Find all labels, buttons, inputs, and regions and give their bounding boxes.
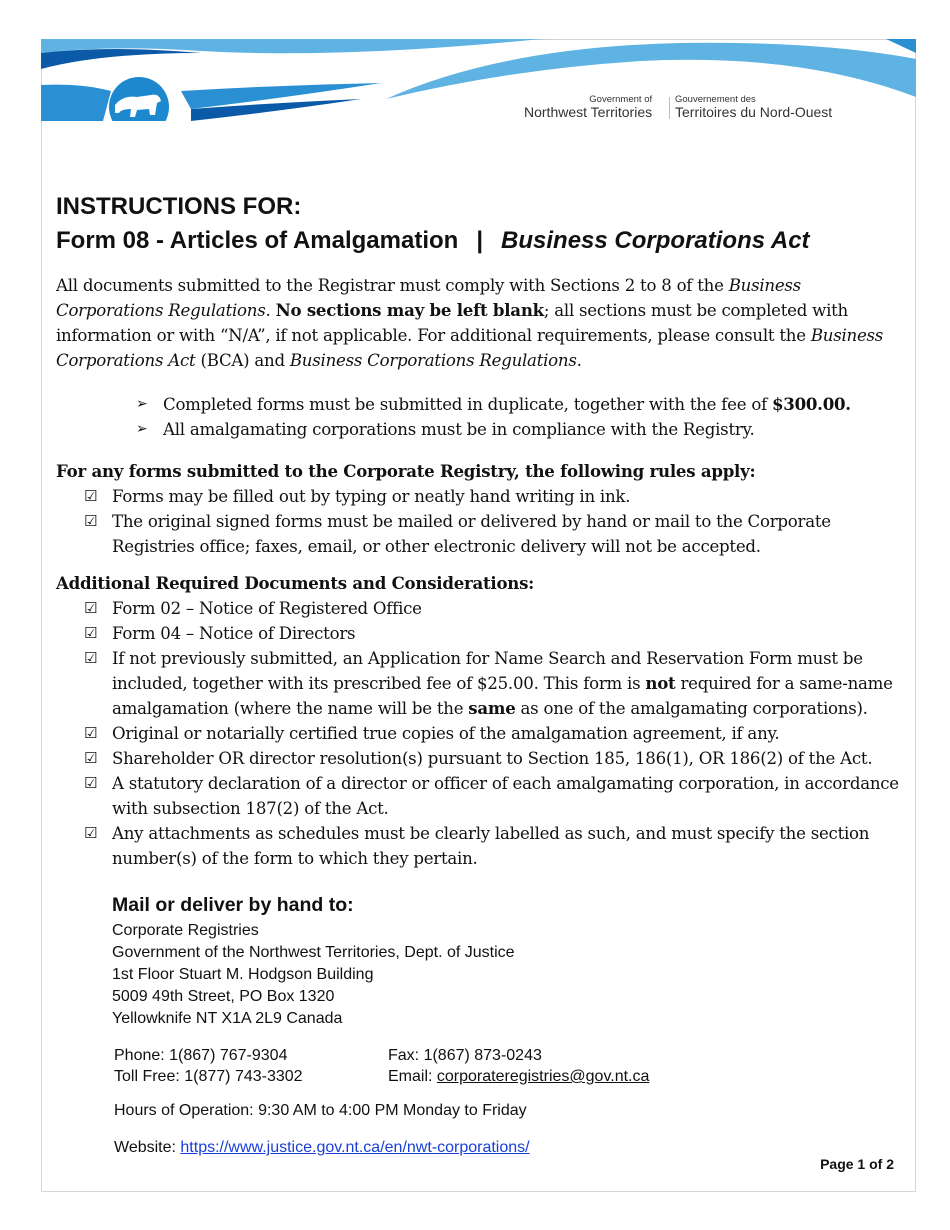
banner-corner	[886, 39, 916, 53]
title-separator: |	[476, 227, 484, 254]
intro-bold-1: No sections may be left blank	[275, 300, 544, 320]
rules-heading: For any forms submitted to the Corporate Registry, the following rules apply:	[56, 461, 756, 481]
item-text: A statutory declaration of a director or officer of each amalgamating corporation, in accordance with subsection 187(2) of the Act.	[112, 774, 899, 818]
tollfree-number: Toll Free: 1(877) 743-3302	[114, 1068, 303, 1085]
banner-wave-top-dark	[41, 49, 201, 69]
gov-name-french	[675, 95, 832, 120]
fax-email-block	[388, 1045, 649, 1087]
fax-number: Fax: 1(867) 873-0243	[388, 1047, 542, 1064]
title-act: Business Corporations Act	[501, 227, 810, 254]
intro-italic-2: Business Corporations Act	[56, 326, 884, 370]
phone-number: Phone: 1(867) 767-9304	[114, 1047, 288, 1064]
website-line	[114, 1137, 530, 1158]
item-text: Shareholder OR director resolution(s) pursuant to Section 185, 186(1), OR 186(2) of the Act.	[112, 749, 873, 768]
list-item	[84, 509, 899, 559]
address-line: Corporate Registries	[112, 922, 259, 939]
phone-block	[114, 1045, 303, 1087]
requirements-list	[136, 392, 896, 442]
list-item	[84, 821, 899, 871]
item-text: Form 02 – Notice of Registered Office	[112, 599, 422, 618]
fee-amount: $300.00.	[772, 394, 851, 414]
rule-text: Forms may be filled out by typing or neatly hand writing in ink.	[112, 487, 631, 506]
address-line: 1st Floor Stuart M. Hodgson Building	[112, 966, 374, 983]
title-form: Form 08 - Articles of Amalgamation	[56, 227, 459, 254]
checkbox-icon: ☑	[84, 599, 98, 617]
list-item	[136, 392, 896, 417]
intro-italic-1: Business Corporations Regulations.	[56, 276, 801, 320]
list-item	[84, 771, 899, 821]
banner-wave-left	[41, 85, 111, 121]
address-line: 5009 49th Street, PO Box 1320	[112, 988, 335, 1005]
address-line: Government of the Northwest Territories, Dept. of Justice	[112, 944, 515, 961]
checkbox-icon: ☑	[84, 774, 98, 792]
checkbox-icon: ☑	[84, 649, 98, 667]
title-line1: INSTRUCTIONS FOR:	[56, 193, 302, 220]
address-line: Yellowknife NT X1A 2L9 Canada	[112, 1010, 343, 1027]
gov-fr-big: Territoires du Nord-Ouest	[675, 103, 833, 120]
item-text: Any attachments as schedules must be clearly labelled as such, and must specify the section number(s) of the form to which they pertain.	[112, 824, 870, 868]
checkbox-icon: ☑	[84, 512, 98, 530]
website-link[interactable]: https://www.justice.gov.nt.ca/en/nwt-corporations/	[180, 1139, 530, 1156]
email-link[interactable]: corporateregistries@gov.nt.ca	[436, 1068, 650, 1085]
item-text: Form 04 – Notice of Directors	[112, 624, 356, 643]
gov-en-small: Government of	[589, 94, 653, 105]
gov-en-big: Northwest Territories	[524, 103, 653, 120]
intro-text-1: All documents submitted to the Registrar must comply with Sections 2 to 8 of the	[56, 276, 729, 295]
list-item	[84, 646, 899, 721]
hours-of-operation: Hours of Operation: 9:30 AM to 4:00 PM Monday to Friday	[114, 1102, 527, 1119]
intro-text-4: .	[576, 351, 582, 370]
checkbox-icon: ☑	[84, 487, 98, 505]
item-bold: same	[468, 698, 516, 718]
intro-italic-3: Business Corporations Regulations	[289, 351, 577, 370]
list-item	[84, 596, 899, 621]
rule-text: The original signed forms must be mailed or delivered by hand or mail to the Corporate Registries office; faxes, email, or other electronic delivery will not be accepted.	[112, 512, 831, 556]
page-number: Page 1 of 2	[820, 1156, 894, 1172]
mailing-address	[112, 920, 515, 1030]
checkbox-icon: ☑	[84, 724, 98, 742]
checkbox-icon: ☑	[84, 824, 98, 842]
list-item	[84, 721, 899, 746]
gov-name-english	[524, 95, 652, 120]
website-label: Website:	[114, 1139, 181, 1156]
item-text: Original or notarially certified true copies of the amalgamation agreement, if any.	[112, 724, 780, 743]
item-text: required for a same-name amalgamation (where the name will be the	[112, 674, 893, 718]
rules-list	[84, 484, 899, 559]
additional-list	[84, 596, 899, 871]
intro-text-2: ; all sections must be completed with information or with “N/A”, if not applicable. For additional requirements, please consult the	[56, 301, 848, 345]
email-label: Email:	[388, 1068, 437, 1085]
mailing-section	[112, 892, 515, 1030]
gov-fr-small: Gouvernement des	[675, 94, 756, 105]
list-item	[84, 746, 899, 771]
checkbox-icon: ☑	[84, 624, 98, 642]
page-title	[56, 190, 810, 258]
list-item	[84, 621, 899, 646]
gov-separator	[669, 97, 670, 119]
mail-heading: Mail or deliver by hand to:	[112, 894, 354, 916]
item-text: If not previously submitted, an Application for Name Search and Reservation Form must be included, together with its prescribed fee of $25.00. This form is	[112, 649, 863, 693]
list-item	[84, 484, 899, 509]
compliance-text: All amalgamating corporations must be in compliance with the Registry.	[163, 420, 755, 439]
fee-text: Completed forms must be submitted in duplicate, together with the fee of	[163, 395, 772, 414]
item-text: as one of the amalgamating corporations).	[515, 699, 868, 718]
checkbox-icon: ☑	[84, 749, 98, 767]
intro-text-3: (BCA) and	[195, 351, 290, 370]
list-item	[136, 417, 896, 442]
additional-heading: Additional Required Documents and Considerations:	[56, 573, 535, 593]
banner-wave-right	[386, 43, 916, 99]
intro-paragraph	[56, 273, 886, 373]
item-bold: not	[645, 673, 676, 693]
